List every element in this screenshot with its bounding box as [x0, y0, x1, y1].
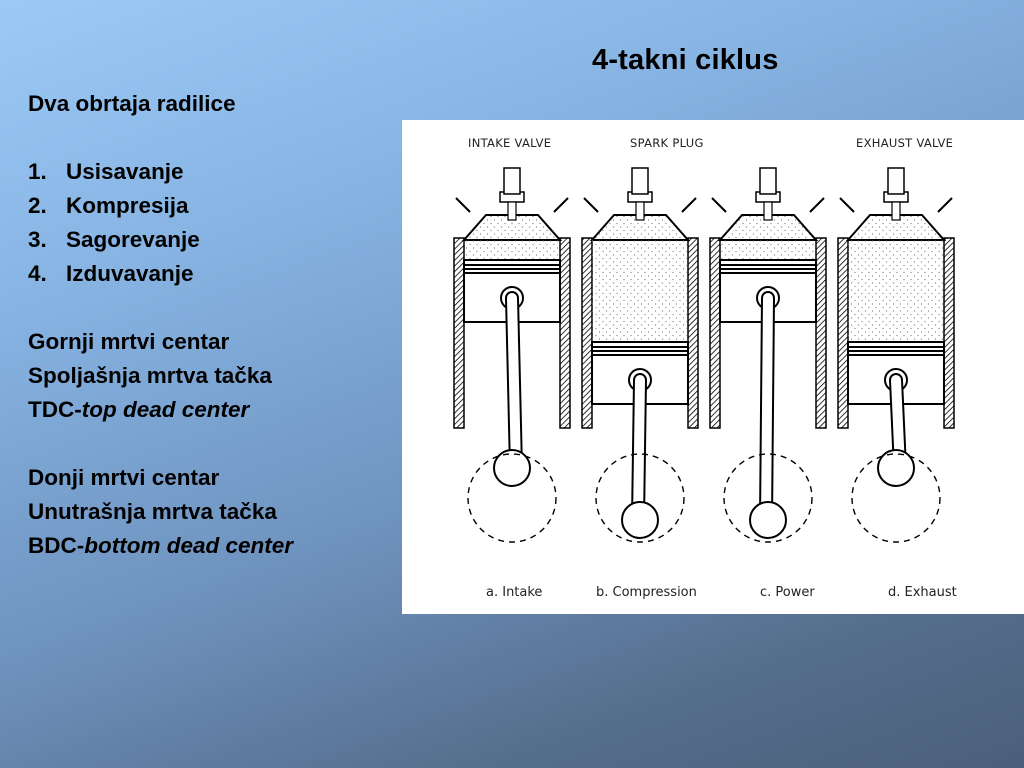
stroke-label: Kompresija	[66, 193, 189, 218]
bdc-term: bottom dead center	[84, 533, 294, 558]
spark-plug-thread	[764, 202, 772, 220]
cylinder-wall-right	[688, 238, 698, 428]
caption-power: c. Power	[760, 585, 815, 600]
stroke-item-1	[28, 155, 293, 189]
intake-valve-label: INTAKE VALVE	[468, 136, 552, 150]
cylinder-intake	[454, 168, 570, 542]
stroke-item-2	[28, 189, 293, 223]
exhaust-valve-stem	[682, 198, 696, 212]
spark-plug-label: SPARK PLUG	[630, 136, 704, 150]
connecting-rod-fill	[512, 298, 516, 468]
tdc-definition	[28, 393, 293, 427]
chamber-gas	[720, 240, 816, 260]
caption-exhaust: d. Exhaust	[888, 585, 957, 600]
cylinder-wall-right	[944, 238, 954, 428]
cylinder-wall-left	[454, 238, 464, 428]
chamber-gas	[464, 240, 560, 260]
crank-journal	[878, 450, 914, 486]
intake-valve-stem	[840, 198, 854, 212]
spark-plug-insulator	[760, 168, 776, 194]
tdc-line-1: Gornji mrtvi centar	[28, 329, 230, 354]
spark-plug-thread	[892, 202, 900, 220]
exhaust-valve-stem	[810, 198, 824, 212]
exhaust-valve-label: EXHAUST VALVE	[856, 136, 954, 150]
slide-body-text	[28, 87, 293, 563]
bdc-line-1: Donji mrtvi centar	[28, 465, 220, 490]
caption-intake: a. Intake	[486, 585, 543, 600]
stroke-number: 2.	[28, 193, 47, 218]
stroke-label: Sagorevanje	[66, 227, 200, 252]
stroke-label: Izduvavanje	[66, 261, 194, 286]
cylinder-compression	[582, 168, 698, 542]
cylinder-wall-left	[838, 238, 848, 428]
bdc-definition	[28, 529, 293, 563]
stroke-label: Usisavanje	[66, 159, 184, 184]
spark-plug-insulator	[504, 168, 520, 194]
spark-plug-thread	[508, 202, 516, 220]
intake-valve-stem	[712, 198, 726, 212]
cylinder-wall-left	[582, 238, 592, 428]
crank-journal	[494, 450, 530, 486]
tdc-line-2: Spoljašnja mrtva tačka	[28, 363, 272, 388]
crank-journal	[622, 502, 658, 538]
tdc-abbr: TDC-	[28, 397, 82, 422]
stroke-item-3	[28, 223, 293, 257]
connecting-rod-fill	[766, 298, 768, 520]
bdc-line-2: Unutrašnja mrtva tačka	[28, 499, 277, 524]
spacer	[28, 427, 293, 461]
bdc-abbr: BDC-	[28, 533, 85, 558]
exhaust-valve-stem	[938, 198, 952, 212]
stroke-item-4	[28, 257, 293, 291]
intake-valve-stem	[456, 198, 470, 212]
stroke-number: 4.	[28, 261, 47, 286]
cylinder-exhaust	[838, 168, 954, 542]
spacer	[28, 291, 293, 325]
spark-plug-insulator	[632, 168, 648, 194]
stroke-number: 3.	[28, 227, 47, 252]
chamber-gas	[592, 240, 688, 342]
chamber-gas	[848, 240, 944, 342]
cylinder-wall-right	[560, 238, 570, 428]
caption-compression: b. Compression	[596, 585, 697, 600]
crank-journal	[750, 502, 786, 538]
spacer	[28, 121, 293, 155]
cylinder-wall-left	[710, 238, 720, 428]
exhaust-valve-stem	[554, 198, 568, 212]
cylinder-wall-right	[816, 238, 826, 428]
intake-valve-stem	[584, 198, 598, 212]
connecting-rod-fill	[638, 380, 640, 520]
cylinder-power	[710, 168, 826, 542]
spark-plug-insulator	[888, 168, 904, 194]
subtitle: Dva obrtaja radilice	[28, 91, 236, 116]
stroke-number: 1.	[28, 159, 47, 184]
engine-cycle-illustration	[402, 120, 1024, 614]
tdc-term: top dead center	[81, 397, 250, 422]
slide-title: 4-takni ciklus	[592, 44, 779, 76]
four-stroke-diagram	[402, 120, 1024, 614]
spark-plug-thread	[636, 202, 644, 220]
